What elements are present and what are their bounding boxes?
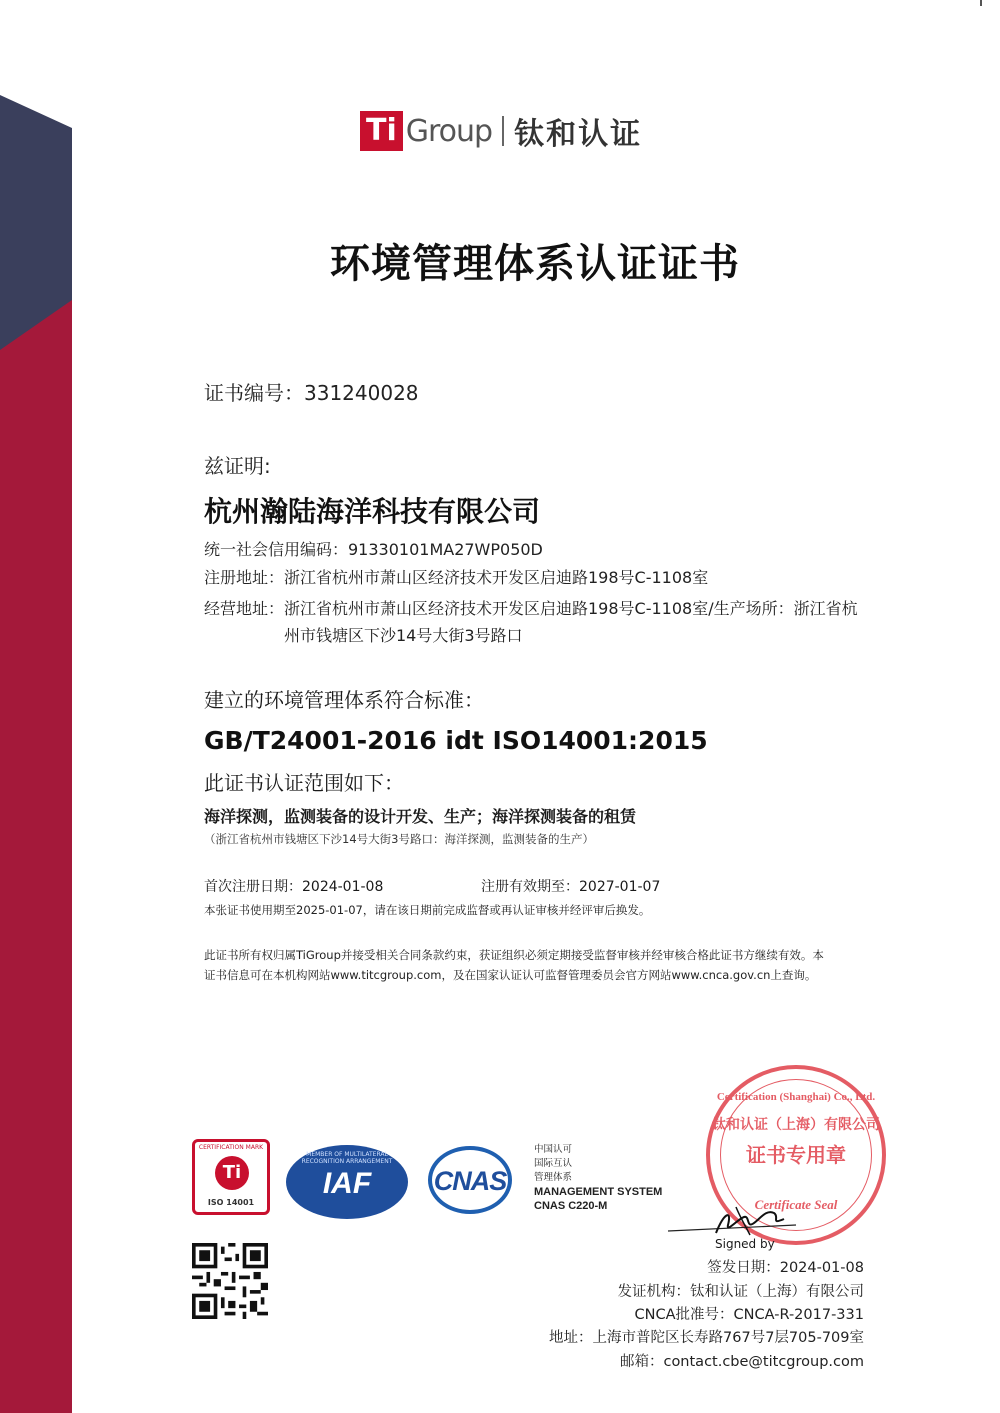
registered-address: 注册地址：浙江省杭州市萧山区经济技术开发区启迪路198号C-1108室 <box>204 568 709 587</box>
operating-address-line1: 经营地址：浙江省杭州市萧山区经济技术开发区启迪路198号C-1108室/生产场所：浙江省杭 <box>204 599 858 618</box>
cnas-text: CNAS <box>433 1166 507 1196</box>
ti-mark-arc-text: CERTIFICATION MARK <box>198 1144 264 1151</box>
cnas-en-2: CNAS C220-M <box>534 1200 608 1212</box>
scope-note: （浙江省杭州市钱塘区下沙14号大街3号路口：海洋探测，监测装备的生产） <box>204 832 594 846</box>
sign-date: 签发日期：2024-01-08 <box>707 1260 864 1276</box>
standard-code: GB/T24001-2016 idt ISO14001:2015 <box>204 726 708 755</box>
hereby-label: 兹证明: <box>204 454 271 478</box>
standard-label: 建立的环境管理体系符合标准： <box>204 688 484 712</box>
cnas-description <box>534 1143 662 1213</box>
certification-scope: 海洋探测，监测装备的设计开发、生产；海洋探测装备的租赁 <box>204 807 637 826</box>
qr-code <box>192 1243 268 1319</box>
legal-notice <box>204 945 874 985</box>
ti-mark-iso: ISO 14001 <box>207 1198 255 1207</box>
logo-separator <box>502 116 504 146</box>
ti-certification-mark <box>192 1139 270 1215</box>
cnca-approval-number: CNCA批准号：CNCA-R-2017-331 <box>634 1307 864 1323</box>
cnas-cn-1: 中国认可 <box>534 1144 573 1155</box>
operating-address <box>204 595 874 649</box>
credit-code: 统一社会信用编码：91330101MA27WP050D <box>204 540 543 559</box>
issuer-email: 邮箱：contact.cbe@titcgroup.com <box>619 1354 864 1370</box>
signed-by-label: Signed by <box>715 1237 775 1251</box>
iaf-text: IAF <box>322 1167 372 1200</box>
seal-chinese-name: 钛和认证（上海）有限公司 <box>712 1117 880 1133</box>
scope-label: 此证书认证范围如下： <box>204 771 404 795</box>
iaf-ring-text: MEMBER OF MULTILATERAL RECOGNITION ARRANGEMENT <box>301 1151 393 1165</box>
usage-note: 本张证书使用期至2025-01-07，请在该日期前完成监督或再认证审核并经评审后换发。 <box>204 903 651 917</box>
certificate-number: 证书编号：331240028 <box>204 381 419 405</box>
legal-line-2: 证书信息可在本机构网站www.titcgroup.com，及在国家认证认可监督管理委员会官方网站www.cnca.gov.cn上查询。 <box>204 968 817 982</box>
cnas-logo <box>420 1146 520 1216</box>
issuer-address: 地址：上海市普陀区长寿路767号7层705-709室 <box>549 1330 864 1346</box>
legal-line-1: 此证书所有权归属TiGroup并接受相关合同条款约束，获证组织必须定期接受监督审核并经审核合格此证书方继续有效。本 <box>204 948 824 962</box>
issuing-body: 发证机构：钛和认证（上海）有限公司 <box>617 1284 864 1300</box>
handwritten-signature <box>666 1195 816 1240</box>
logo-chinese: 钛和认证 <box>514 117 643 152</box>
cnas-cn-3: 管理体系 <box>534 1172 573 1183</box>
ti-mark-circle: Ti <box>215 1156 249 1190</box>
cnas-en-1: MANAGEMENT SYSTEM <box>534 1186 663 1198</box>
cnas-cn-2: 国际互认 <box>534 1158 573 1169</box>
tigroup-logo <box>360 108 642 154</box>
valid-until-date: 注册有效期至：2027-01-07 <box>481 879 661 895</box>
certificate-title: 环境管理体系认证证书 <box>330 241 740 287</box>
first-registration-date: 首次注册日期：2024-01-08 <box>204 879 384 895</box>
seal-center-text: 证书专用章 <box>746 1143 846 1167</box>
logo-group: Group <box>405 113 493 149</box>
company-name: 杭州瀚陆海洋科技有限公司 <box>204 495 541 528</box>
iaf-logo <box>286 1145 408 1219</box>
operating-address-line2: 州市钱塘区下沙14号大街3号路口 <box>284 626 523 645</box>
seal-english-name: Certification (Shanghai) Co., Ltd. <box>716 1091 876 1103</box>
logo-ti: Ti <box>360 111 403 151</box>
seal-bottom-text: Certificate Seal <box>754 1197 838 1212</box>
